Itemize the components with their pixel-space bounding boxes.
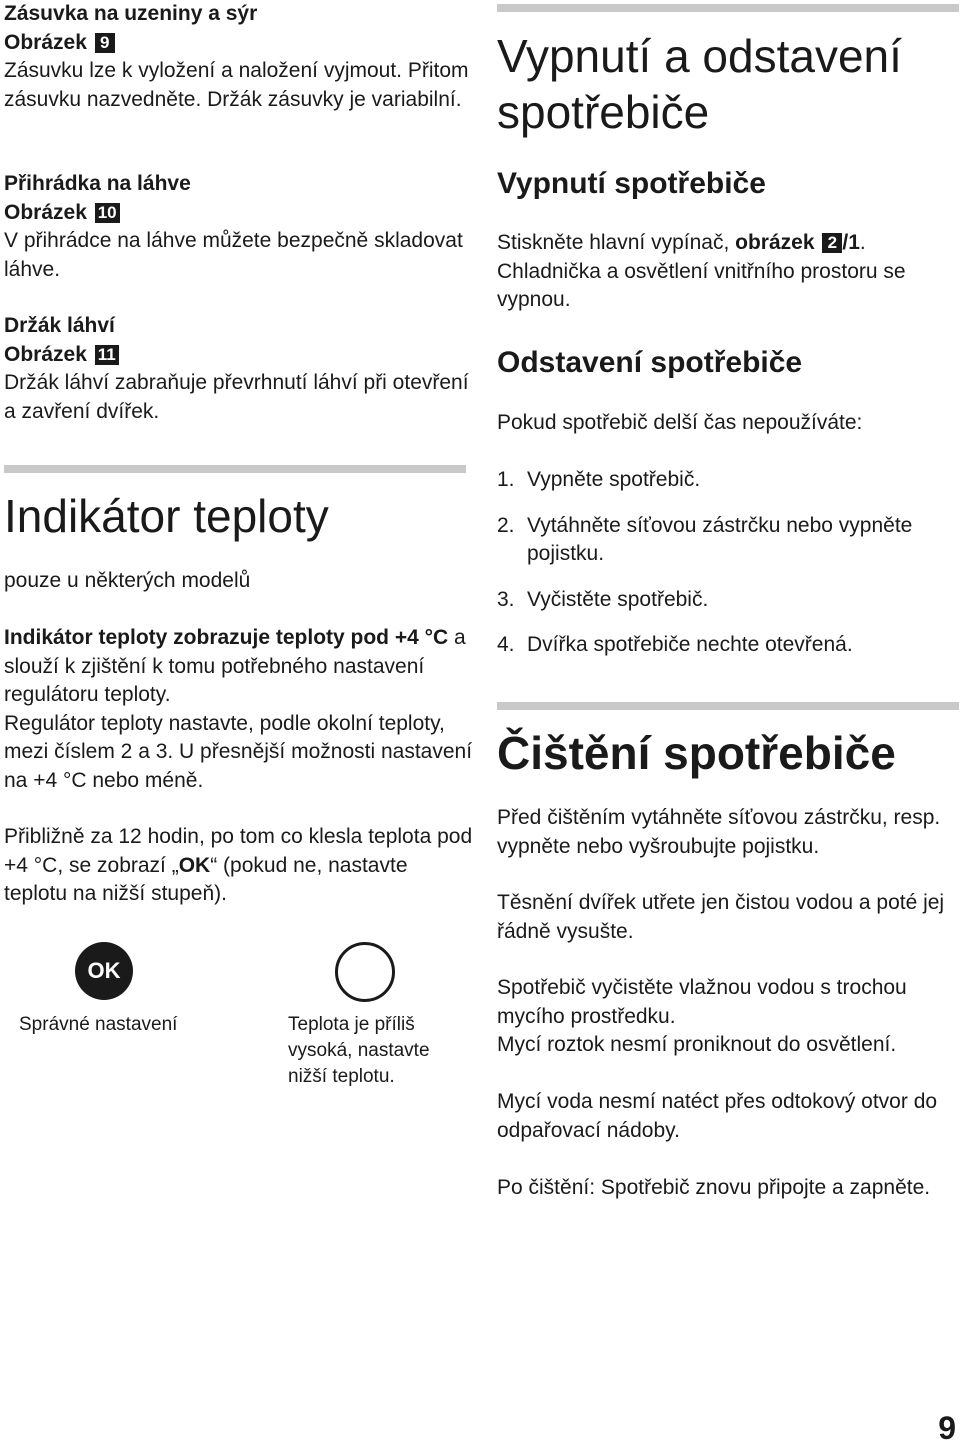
switch-off-title: Vypnutí spotřebiče — [497, 167, 766, 200]
indicator-intro-bold: Indikátor teploty zobrazuje teploty pod +4 °C — [4, 626, 449, 649]
bottle-holder-title: Držák láhví — [4, 314, 115, 337]
cleaning-p5: Po čištění: Spotřebič znovu připojte a zapněte. — [497, 1176, 931, 1199]
empty-indicator-icon — [335, 942, 395, 1002]
step-item — [497, 586, 959, 615]
drawer-title: Zásuvka na uzeniny a sýr — [4, 2, 258, 25]
section-divider — [497, 4, 959, 12]
indicator-description — [4, 624, 474, 795]
figure-number-badge: 11 — [95, 345, 119, 365]
cleaning-heading: Čištění spotřebiče — [497, 727, 896, 779]
switch-off-figure-label: obrázek — [735, 231, 815, 254]
step-item — [497, 466, 959, 495]
step-number: 1. — [497, 468, 515, 491]
ok-indicator-icon: OK — [75, 942, 133, 1000]
indicator-setting-text: Regulátor teploty nastavte, podle okolní teploty, mezi číslem 2 a 3. U přesnější možnosti nastavení na +4 °C nebo méně. — [4, 711, 473, 792]
ok-text-part-a: Přibližně za 12 hodin, po tom co klesla teplota pod +4 °C, se zobrazí „ — [4, 825, 473, 877]
section-divider — [497, 702, 959, 710]
switch-off-text — [497, 229, 959, 315]
page-number: 9 — [938, 1410, 956, 1446]
cleaning-p4: Mycí voda nesmí natéct přes odtokový otvor do odpařovací nádoby. — [497, 1090, 938, 1142]
step-item — [497, 512, 959, 569]
step-number: 2. — [497, 513, 515, 537]
bottle-shelf-text: V přihrádce na láhve můžete bezpečně skladovat láhve. — [4, 229, 463, 281]
section-divider — [4, 465, 466, 473]
figure-number-badge: 2 — [822, 233, 842, 253]
bottle-holder-section — [4, 312, 474, 426]
step-text: Vyčistěte spotřebič. — [527, 587, 709, 611]
ok-text-part-b: “ (pokud ne, nastavte teplotu na nižší stupeň). — [4, 853, 408, 905]
decommission-title: Odstavení spotřebiče — [497, 346, 803, 379]
step-text: Vytáhněte síťovou zástrčku nebo vypněte pojistku. — [527, 513, 913, 565]
drawer-figure-ref — [4, 29, 474, 58]
bottle-holder-figure-ref — [4, 341, 474, 370]
decommission-steps — [497, 466, 959, 660]
bottle-shelf-title: Přihrádka na láhve — [4, 172, 191, 195]
switch-off-figure-suffix: /1 — [842, 231, 860, 254]
cleaning-p3a: Spotřebič vyčistěte vlažnou vodou s trochou mycího prostředku. — [497, 976, 907, 1028]
ok-caption: Správné nastavení — [19, 1014, 178, 1035]
step-text: Vypněte spotřebič. — [527, 468, 701, 491]
figure-label: Obrázek — [4, 200, 87, 224]
figure-label: Obrázek — [4, 342, 87, 366]
figure-number-badge: 10 — [95, 203, 120, 223]
warm-caption: Teplota je příliš vysoká, nastavte nižší teplotu. — [288, 1014, 430, 1087]
indicator-subtitle: pouze u některých modelů — [4, 569, 251, 592]
drawer-text: Zásuvku lze k vyložení a naložení vyjmout. Přitom zásuvku nazvedněte. Držák zásuvky je variabilní. — [4, 59, 469, 111]
figure-label: Obrázek — [4, 30, 87, 54]
indicator-intro-rest: a slouží k zjištění k tomu potřebného nastavení regulátoru teploty. — [4, 626, 466, 706]
bottle-holder-text: Držák láhví zabraňuje převrhnutí láhví při otevření a zavření dvířek. — [4, 371, 469, 423]
step-number: 3. — [497, 587, 515, 611]
step-text: Dvířka spotřebiče nechte otevřená. — [527, 633, 853, 656]
indicator-intro — [4, 624, 474, 710]
ok-text-ok: OK — [178, 853, 211, 877]
drawer-section — [4, 0, 474, 114]
bottle-shelf-figure-ref — [4, 199, 474, 228]
shutdown-heading: Vypnutí a odstavení spotřebiče — [497, 30, 902, 138]
switch-off-text-a: Stiskněte hlavní vypínač, — [497, 231, 736, 254]
cleaning-p1: Před čištěním vytáhněte síťovou zástrčku, resp. vypněte nebo vyšroubujte pojistku. — [497, 806, 941, 858]
cleaning-p3b: Mycí roztok nesmí proniknout do osvětlení. — [497, 1033, 897, 1056]
indicator-heading: Indikátor teploty — [4, 490, 329, 542]
decommission-intro: Pokud spotřebič delší čas nepoužíváte: — [497, 411, 863, 434]
step-number: 4. — [497, 633, 515, 656]
figure-number-badge: 9 — [95, 33, 115, 53]
switch-off-text-b: . Chladnička a osvětlení vnitřního prostoru se vypnou. — [497, 231, 906, 311]
cleaning-p2: Těsnění dvířek utřete jen čistou vodou a poté jej řádně vysušte. — [497, 891, 945, 943]
indicator-ok-text — [4, 823, 474, 909]
cleaning-p3 — [497, 974, 959, 1060]
bottle-shelf-section — [4, 170, 474, 284]
step-item — [497, 631, 959, 660]
